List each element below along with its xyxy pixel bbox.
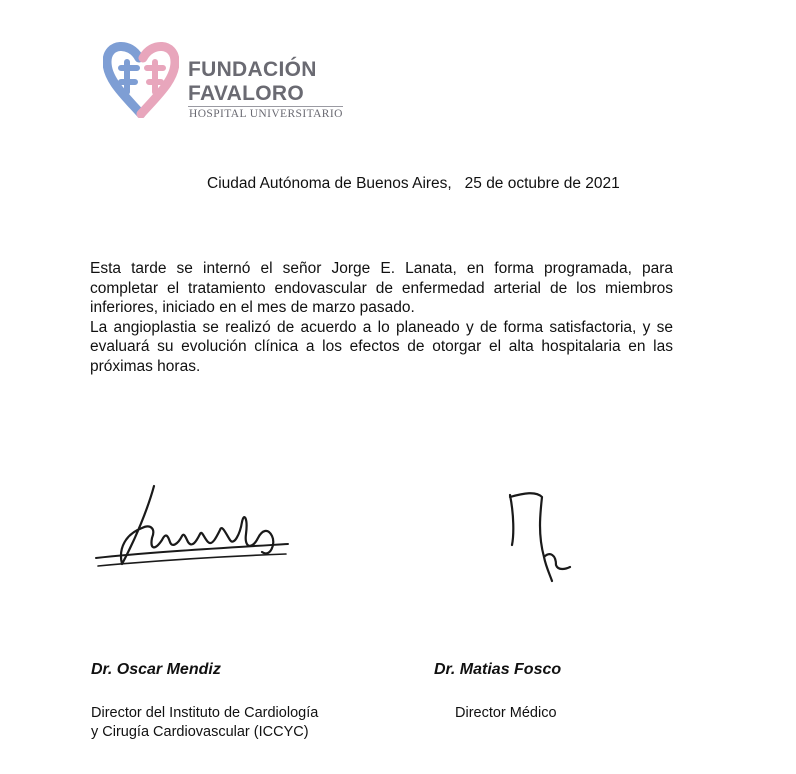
signature-mendiz: [92, 478, 292, 578]
letterhead-line3: HOSPITAL UNIVERSITARIO: [189, 108, 343, 120]
signature-fosco: [500, 485, 590, 585]
letterhead-line2: FAVALORO: [188, 82, 304, 105]
signer-name-fosco: Dr. Matias Fosco: [434, 661, 562, 678]
letterhead-divider: [188, 106, 343, 107]
letter-body: [90, 259, 673, 376]
body-paragraph-1: Esta tarde se internó el señor Jorge E. Lanata, en forma programada, para completar el tratamiento endovascular de enfermedad arterial de los miembros inferiores, iniciado en el mes de marzo pasado.: [90, 260, 673, 316]
signer-title-mendiz-line1: Director del Instituto de Cardiología: [91, 705, 319, 721]
letterhead-line1: FUNDACIÓN: [188, 58, 317, 81]
signer-title-mendiz: [91, 704, 318, 742]
dateline: Ciudad Autónoma de Buenos Aires, 25 de octubre de 2021: [207, 175, 620, 192]
signer-name-mendiz: Dr. Oscar Mendiz: [91, 661, 221, 678]
signer-title-fosco-line1: Director Médico: [455, 705, 557, 721]
body-paragraph-2: La angioplastia se realizó de acuerdo a lo planeado y de forma satisfactoria, y se evaluará su evolución clínica a los efectos de otorgar el alta hospitalaria en las próximas horas.: [90, 318, 673, 375]
fundacion-favaloro-logo-icon: [103, 38, 179, 118]
letterhead-logo: [103, 38, 353, 122]
signer-title-mendiz-line2: y Cirugía Cardiovascular (ICCYC): [91, 724, 309, 740]
signer-title-fosco: [455, 704, 557, 723]
